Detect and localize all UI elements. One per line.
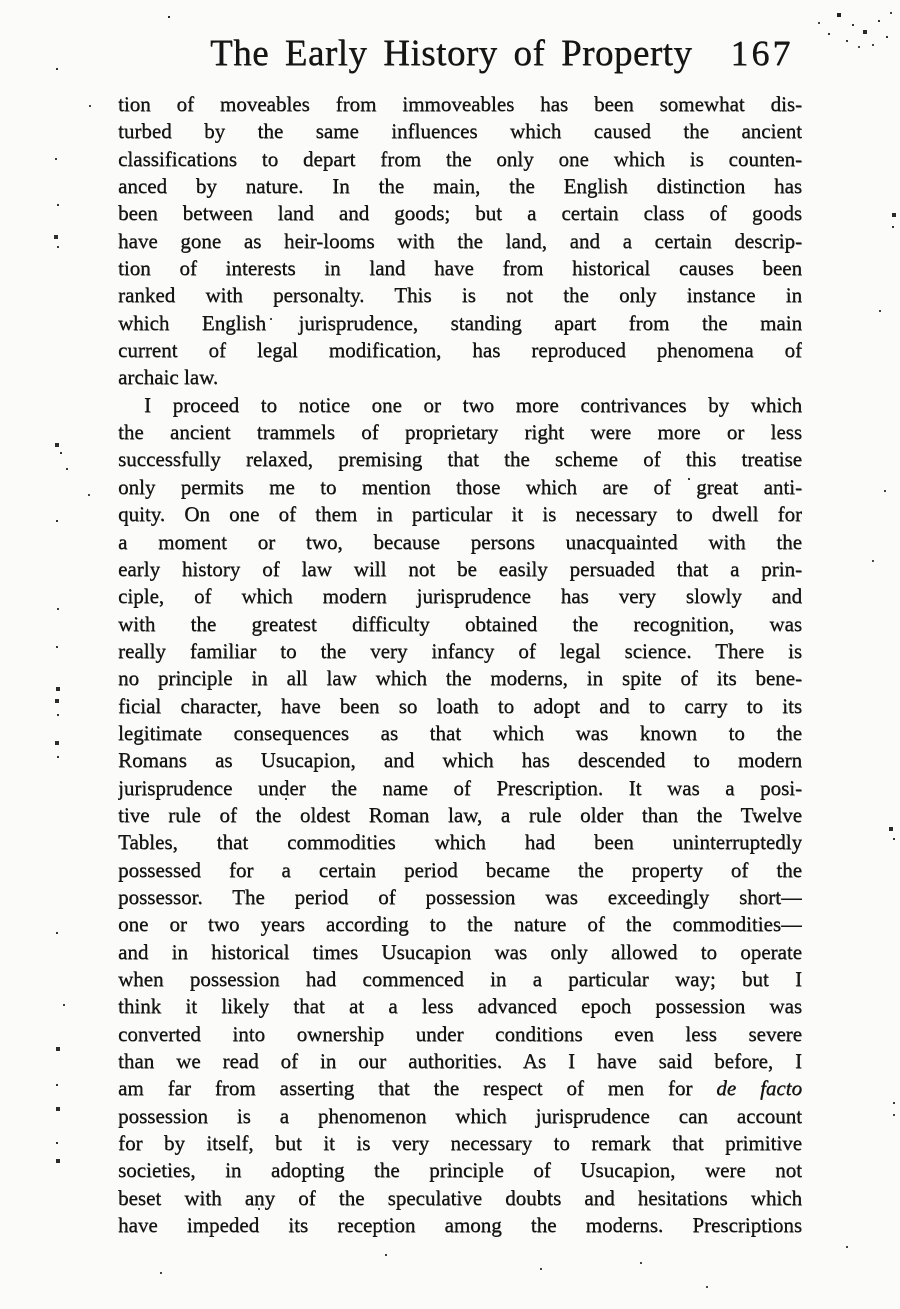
text-line: anced by nature. In the main, the English distinction has xyxy=(118,174,802,199)
text-line: archaic law. xyxy=(118,365,219,390)
text-segment: am far from asserting that the respect of men for xyxy=(118,1076,717,1101)
text-line: the ancient trammels of proprietary right were more or less xyxy=(118,420,802,445)
text-line: possessor. The period of possession was exceedingly short— xyxy=(118,884,802,909)
text-line: Romans as Usucapion, and which has descended to modern xyxy=(118,748,802,773)
italic-phrase: de facto xyxy=(716,1076,802,1101)
text-line: ciple, of which modern jurisprudence has very slowly and xyxy=(118,584,802,609)
text-line: classifications to depart from the only one which is counten- xyxy=(118,146,802,171)
text-line: really familiar to the very infancy of legal science. There is xyxy=(118,638,802,663)
text-line: turbed by the same influences which caused the ancient xyxy=(118,119,802,144)
text-line: than we read of in our authorities. As I have said before, I xyxy=(118,1049,802,1074)
text-line: current of legal modification, has reproduced phenomena of xyxy=(118,338,802,363)
text-line: with the greatest difficulty obtained the recognition, was xyxy=(118,611,802,636)
text-line: tive rule of the oldest Roman law, a rule older than the Twelve xyxy=(118,802,802,827)
text-line: ranked with personalty. This is not the only instance in xyxy=(118,283,802,308)
scan-noise-speckles xyxy=(0,0,2,2)
text-line: converted into ownership under conditions even less severe xyxy=(118,1021,802,1046)
running-title: The Early History of Property xyxy=(210,33,693,74)
text-line: legitimate consequences as that which was known to the xyxy=(118,720,802,745)
text-line: when possession had commenced in a particular way; but I xyxy=(118,967,802,991)
text-line: tion of moveables from immoveables has been somewhat dis- xyxy=(118,92,802,116)
page-header xyxy=(210,32,793,75)
text-line-with-italic xyxy=(118,1075,802,1102)
text-line: have impeded its reception among the moderns. Prescriptions xyxy=(118,1213,802,1238)
text-line: possession is a phenomenon which jurisprudence can account xyxy=(118,1103,802,1128)
page-body xyxy=(118,91,802,1239)
text-line: possessed for a certain period became the property of the xyxy=(118,857,802,882)
text-line: societies, in adopting the principle of Usucapion, were not xyxy=(118,1158,802,1183)
text-line: jurisprudence under the name of Prescription. It was a posi- xyxy=(118,775,802,800)
text-line: ficial character, have been so loath to adopt and to carry to its xyxy=(118,693,802,718)
text-line: no principle in all law which the moderns, in spite of its bene- xyxy=(118,666,802,691)
text-line: quity. On one of them in particular it is necessary to dwell for xyxy=(118,502,802,527)
text-line: tion of interests in land have from historical causes been xyxy=(118,256,802,281)
text-line: and in historical times Usucapion was only allowed to operate xyxy=(118,939,802,964)
text-line: think it likely that at a less advanced epoch possession was xyxy=(118,994,802,1019)
text-line: beset with any of the speculative doubts and hesitations which xyxy=(118,1185,802,1210)
text-line: been between land and goods; but a certain class of goods xyxy=(118,201,802,226)
text-line: early history of law will not be easily persuaded that a prin- xyxy=(118,556,802,581)
page-number: 167 xyxy=(730,33,794,73)
text-line: successfully relaxed, premising that the scheme of this treatise xyxy=(118,447,802,472)
text-line: Tables, that commodities which had been uninterruptedly xyxy=(118,830,802,855)
paragraph-2 xyxy=(118,392,802,1240)
text-line: a moment or two, because persons unacquainted with the xyxy=(118,529,802,554)
text-line: for by itself, but it is very necessary to remark that primitive xyxy=(118,1131,802,1156)
text-line: I proceed to notice one or two more contrivances by which xyxy=(144,392,802,417)
text-line: have gone as heir-looms with the land, and a certain descrip- xyxy=(118,228,802,253)
paragraph-1 xyxy=(118,91,802,392)
text-line: only permits me to mention those which are of great anti- xyxy=(118,474,802,499)
text-line: one or two years according to the nature of the commodities— xyxy=(118,912,802,937)
text-line: which English jurisprudence, standing apart from the main xyxy=(118,310,802,335)
